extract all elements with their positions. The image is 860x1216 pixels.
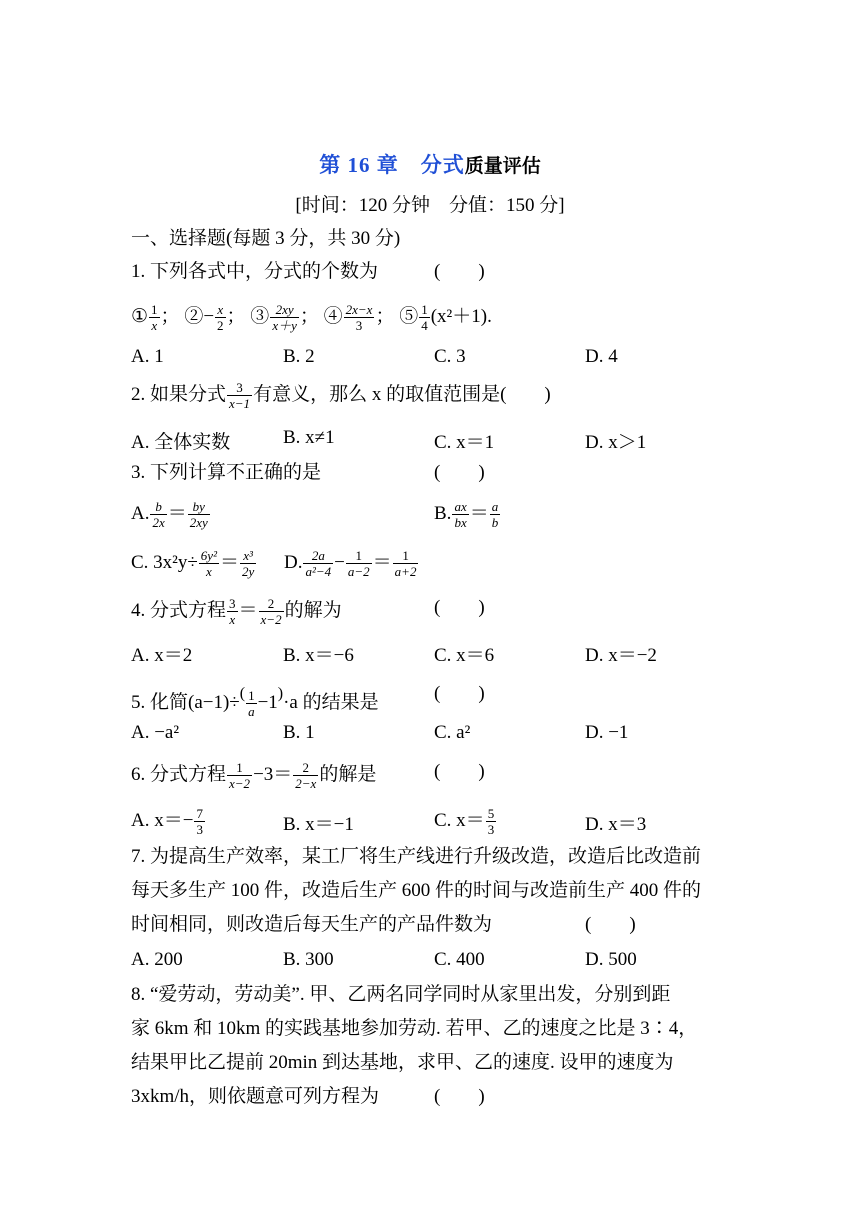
q5-option-c[interactable]: C. a² — [434, 722, 471, 743]
q6-option-d[interactable]: D. x＝3 — [585, 814, 647, 835]
q1-option-d[interactable]: D. 4 — [585, 346, 618, 367]
q6-option-c[interactable]: C. x＝ $\frac{5}{3}$ — [434, 806, 495, 837]
q7-option-b[interactable]: B. 300 — [283, 949, 334, 970]
page-title — [0, 149, 860, 179]
q4-option-b[interactable]: B. x＝−6 — [283, 645, 354, 666]
q8-answer-bracket[interactable]: ( ) — [434, 1086, 485, 1107]
q7-line-3: 时间相同，则改造后每天生产的产品件数为 — [131, 914, 493, 935]
q8-line-4: 3xkm/h，则依题意可列方程为 — [131, 1086, 380, 1107]
exam-meta: [时间：120 分钟 分值：150 分] — [295, 195, 565, 216]
q7-line-2: 每天多生产 100 件，改造后生产 600 件的时间与改造前生产 400 件的 — [131, 880, 702, 901]
q3-stem: 3. 下列计算不正确的是 — [131, 462, 322, 483]
q7-answer-bracket[interactable]: ( ) — [585, 914, 636, 935]
q5-option-a[interactable]: A. −a² — [131, 722, 180, 743]
q6-answer-bracket[interactable]: ( ) — [434, 761, 485, 782]
q7-option-c[interactable]: C. 400 — [434, 949, 485, 970]
q7-option-d[interactable]: D. 500 — [585, 949, 637, 970]
q5-stem: 5. 化简(a−1)÷( $\frac{1}{a}$ −1)·a 的结果是 — [131, 685, 379, 720]
q2-stem: 2. 如果分式 $\frac{3}{x-1}$ 有意义，那么 x 的取值范围是( ) — [131, 380, 551, 411]
chapter-title: 第 16 章 分式 — [319, 153, 465, 177]
q4-option-c[interactable]: C. x＝6 — [434, 645, 495, 666]
q5-option-b[interactable]: B. 1 — [283, 722, 315, 743]
q3-answer-bracket[interactable]: ( ) — [434, 462, 485, 483]
q8-line-2: 家 6km 和 10km 的实践基地参加劳动. 若甲、乙的速度之比是 3∶4， — [131, 1018, 698, 1039]
section-title: 一、选择题(每题 3 分，共 30 分) — [131, 228, 401, 249]
q4-option-a[interactable]: A. x＝2 — [131, 645, 193, 666]
q3-option-c[interactable]: C. 3x²y÷ $\frac{\text{6y²}}{x}$ ＝ $\frac{\text{x³}}{2y}$ — [131, 548, 255, 579]
q2-option-d[interactable]: D. x＞1 — [585, 432, 647, 453]
q1-items: ① $\frac{1}{x}$ ； ②− $\frac{x}{2}$ ； ③ $\frac{2xy}{x+y}$ ； ④ $\frac{2x-x}{3}$ ； ⑤ $\frac{1}{4}$ (x²＋1). — [131, 302, 492, 333]
title-suffix: 质量评估 — [464, 155, 541, 177]
q6-stem: 6. 分式方程 $\frac{1}{x-2}$ −3＝ $\frac{2}{2-x}$ 的解是 — [131, 760, 377, 791]
q1-option-c[interactable]: C. 3 — [434, 346, 466, 367]
q3-option-d[interactable]: D. $\frac{2a}{\text{a²−4}}$ − $\frac{1}{a-2}$ ＝ $\frac{1}{a+2}$ — [284, 548, 417, 579]
q8-line-1: 8. “爱劳动，劳动美”. 甲、乙两名同学同时从家里出发，分别到距 — [131, 984, 671, 1005]
q8-line-3: 结果甲比乙提前 20min 到达基地，求甲、乙的速度. 设甲的速度为 — [131, 1052, 674, 1073]
q4-option-d[interactable]: D. x＝−2 — [585, 645, 657, 666]
q4-stem: 4. 分式方程 $\frac{3}{x}$ ＝ $\frac{2}{x-2}$ 的解为 — [131, 596, 342, 627]
q1-stem: 1. 下列各式中，分式的个数为 — [131, 261, 379, 282]
q5-answer-bracket[interactable]: ( ) — [434, 683, 485, 704]
q2-option-b[interactable]: B. x≠1 — [283, 427, 335, 448]
q5-option-d[interactable]: D. −1 — [585, 722, 629, 743]
q2-option-c[interactable]: C. x＝1 — [434, 432, 495, 453]
q1-answer-bracket[interactable]: ( ) — [434, 261, 485, 282]
q6-option-b[interactable]: B. x＝−1 — [283, 814, 354, 835]
q1-option-b[interactable]: B. 2 — [283, 346, 315, 367]
q4-answer-bracket[interactable]: ( ) — [434, 597, 485, 618]
q7-option-a[interactable]: A. 200 — [131, 949, 183, 970]
q3-option-b[interactable]: B. $\frac{ax}{bx}$ ＝ $\frac{a}{b}$ — [434, 499, 499, 530]
q6-option-a[interactable]: A. x＝− $\frac{7}{3}$ — [131, 806, 203, 837]
q2-option-a[interactable]: A. 全体实数 — [131, 432, 231, 453]
q3-option-a[interactable]: A. $\frac{b}{2x}$ ＝ $\frac{by}{2xy}$ — [131, 499, 208, 530]
q1-option-a[interactable]: A. 1 — [131, 346, 164, 367]
q7-line-1: 7. 为提高生产效率，某工厂将生产线进行升级改造，改造后比改造前 — [131, 846, 702, 867]
